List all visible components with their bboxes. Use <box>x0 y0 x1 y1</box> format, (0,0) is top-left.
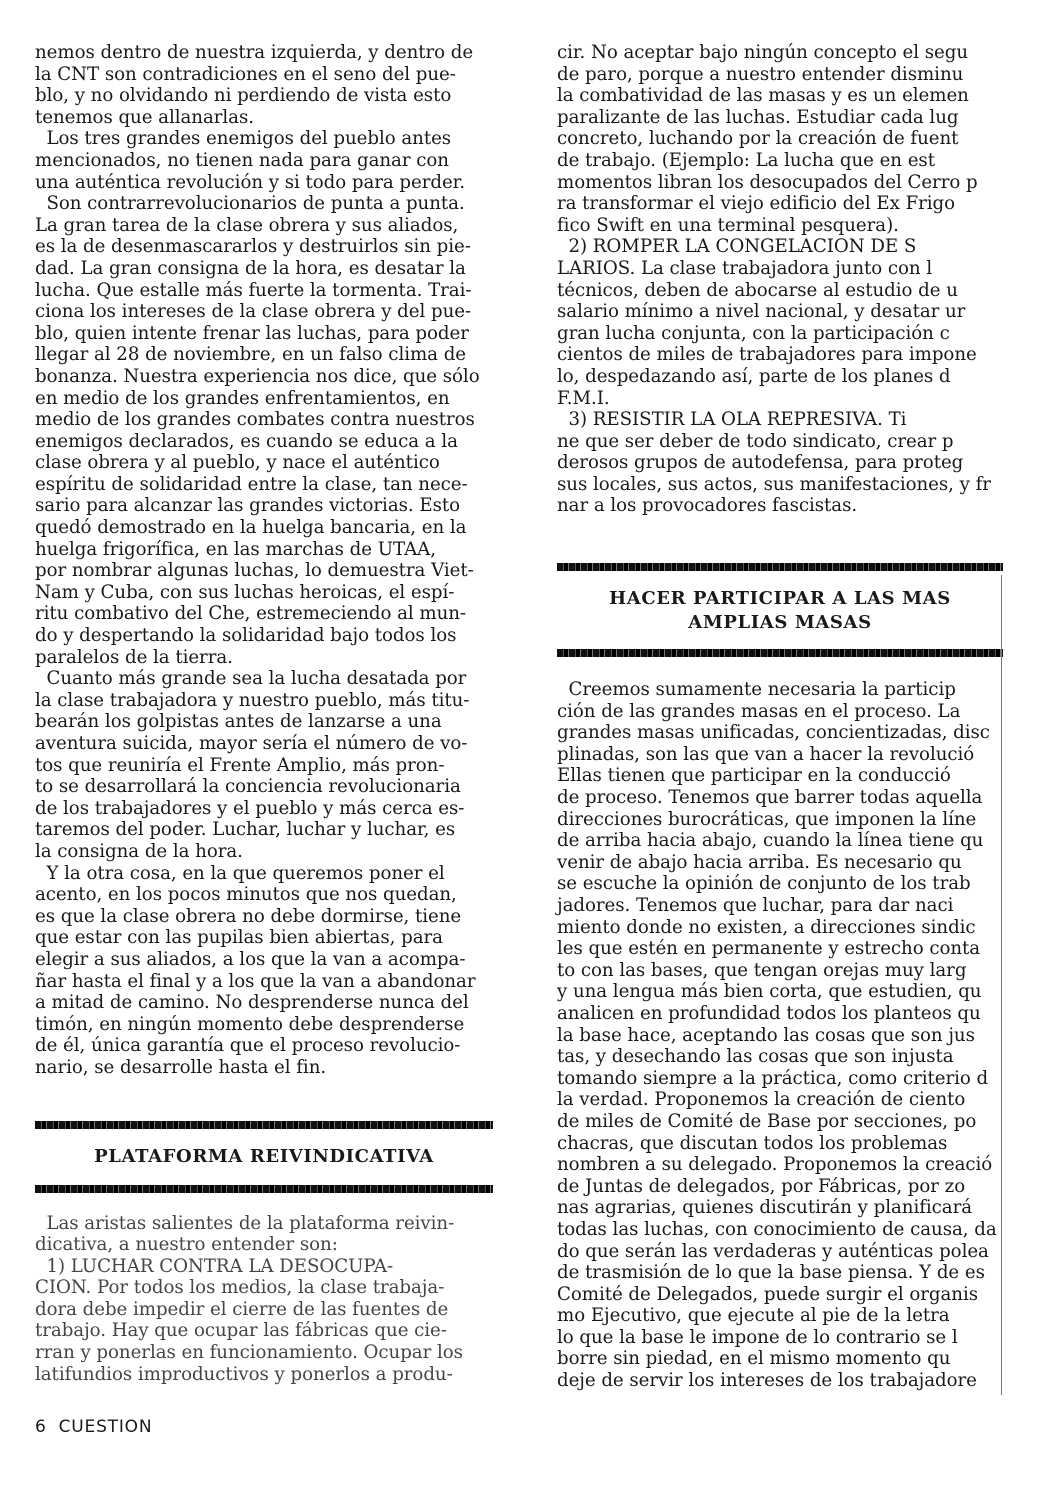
text-line: momentos libran los desocupados del Cerro p <box>557 171 978 193</box>
text-line: aventura suicida, mayor sería el número de vo- <box>35 733 468 754</box>
text-line: fico Swift en una terminal pesquera). <box>557 214 899 236</box>
text-line: La gran tarea de la clase obrera y sus aliados, <box>35 214 459 236</box>
text-line: tos que reuniría el Frente Amplio, más pron- <box>35 754 445 776</box>
text-line: grandes masas unificadas, concientizadas, disc <box>557 722 990 744</box>
text-line: ra transformar el viejo edificio del Ex Frigo <box>557 193 956 215</box>
text-line: salario mínimo a nivel nacional, y desatar ur <box>557 301 966 323</box>
text-line: ción de las grandes masas en el proceso. La <box>557 700 961 722</box>
text-line: en medio de los grandes enfrentamientos, en <box>35 387 450 409</box>
text-line: tenemos que allanarlas. <box>35 106 254 128</box>
text-line: 1) LUCHAR CONTRA LA DESOCUPA- <box>35 1255 394 1277</box>
text-line: do y despertando la solidaridad bajo todos los <box>35 625 457 647</box>
text-line: llegar al 28 de noviembre, en un falso clima de <box>35 344 467 366</box>
text-line: a mitad de camino. No desprenderse nunca del <box>35 992 469 1014</box>
text-line: tomando siempre a la práctica, como criterio d <box>557 1067 989 1089</box>
text-line: trabajo. Hay que ocupar las fábricas que cie- <box>35 1320 447 1342</box>
text-line: la combatividad de las masas y es un elemen <box>557 85 969 107</box>
section-rule-top <box>35 1121 493 1129</box>
text-line: venir de abajo hacia arriba. Es necesario qu <box>557 851 962 873</box>
text-line: Ellas tienen que participar en la conducció <box>557 765 951 787</box>
text-line: 3) RESISTIR LA OLA REPRESIVA. Ti <box>557 409 907 431</box>
text-line: dora debe impedir el cierre de las fuentes de <box>35 1298 449 1320</box>
text-line: acento, en los pocos minutos que nos quedan, <box>35 884 457 906</box>
text-line: mencionados, no tienen nada para ganar con <box>35 149 449 171</box>
text-line: por nombrar algunas luchas, lo demuestra Viet- <box>35 560 474 582</box>
text-line: do que serán las verdaderas y auténticas polea <box>557 1240 989 1262</box>
text-line: cientos de miles de trabajadores para impone <box>557 344 977 366</box>
text-line: sario para alcanzar las grandes victorias. Esto <box>35 495 461 517</box>
text-line: la clase trabajadora y nuestro pueblo, más titu- <box>35 689 470 711</box>
right-text-top <box>557 42 1003 517</box>
left-column <box>35 42 493 1385</box>
text-line: paralizante de las luchas. Estudiar cada lug <box>557 106 959 128</box>
text-line: lo que la base le impone de lo contrario se l <box>557 1326 958 1348</box>
text-line: medio de los grandes combates contra nuestros <box>35 409 475 431</box>
text-line: Las aristas salientes de la plataforma reivin- <box>35 1212 455 1234</box>
magazine-name: CUESTION <box>58 1417 153 1437</box>
text-line: todas las luchas, con conocimiento de causa, da <box>557 1218 997 1240</box>
text-line: chacras, que discutan todos los problemas <box>557 1132 948 1154</box>
text-line: paralelos de la tierra. <box>35 646 233 668</box>
text-line: de trasmisión de lo que la base piensa. Y de es <box>557 1262 985 1284</box>
text-line: clase obrera y al pueblo, y nace el auténtico <box>35 452 440 474</box>
text-line: nombren a su delegado. Proponemos la creació <box>557 1154 993 1176</box>
page-number: 6 <box>35 1417 47 1437</box>
text-line: elegir a sus aliados, a los que la van a acompa- <box>35 948 466 970</box>
right-column <box>557 42 1003 1392</box>
text-line: Creemos sumamente necesaria la particip <box>557 679 956 701</box>
text-line: CION. Por todos los medios, la clase trabaja- <box>35 1277 445 1299</box>
section-rule-top-right <box>557 563 1003 571</box>
text-line: nario, se desarrolle hasta el fin. <box>35 1056 327 1078</box>
text-line: 2) ROMPER LA CONGELACION DE S <box>557 236 917 258</box>
text-line: una auténtica revolución y si todo para perder. <box>35 171 466 193</box>
text-line: direcciones burocráticas, que imponen la líne <box>557 808 977 830</box>
section-title-hacer-participar <box>557 587 1003 635</box>
text-line: cir. No aceptar bajo ningún concepto el segu <box>557 42 969 63</box>
text-line: ritu combativo del Che, estremeciendo al mun- <box>35 603 467 625</box>
text-line: F.M.I. <box>557 387 610 409</box>
text-line: Nam y Cuba, con sus luchas heroicas, el espí- <box>35 581 455 603</box>
left-text-top <box>35 42 493 1079</box>
text-line: timón, en ningún momento debe desprenderse <box>35 1013 465 1035</box>
text-line: la CNT son contradiciones en el seno del pue- <box>35 63 456 85</box>
text-line: la base hace, aceptando las cosas que son jus <box>557 1024 975 1046</box>
text-line: de trabajo. (Ejemplo: La lucha que en est <box>557 149 935 171</box>
text-line: LARIOS. La clase trabajadora junto con l <box>557 257 933 279</box>
text-line: ne que ser deber de todo sindicato, crear p <box>557 430 954 452</box>
page-footer <box>35 1417 164 1437</box>
text-line: se escuche la opinión de conjunto de los trab <box>557 873 971 895</box>
text-line: Comité de Delegados, puede surgir el organis <box>557 1283 979 1305</box>
text-line: taremos del poder. Luchar, luchar y luchar, es <box>35 819 456 841</box>
text-line: Son contrarrevolucionarios de punta a punta. <box>35 193 465 215</box>
text-line: que estar con las pupilas bien abiertas, para <box>35 927 443 949</box>
text-line: y una lengua más bien corta, que estudien, qu <box>557 981 982 1003</box>
text-line: concreto, luchando por la creación de fuent <box>557 128 959 150</box>
text-line: blo, quien intente frenar las luchas, para poder <box>35 322 469 344</box>
text-line: sus locales, sus actos, sus manifestaciones, y fr <box>557 473 991 495</box>
text-line: Cuanto más grande sea la lucha desatada por <box>35 668 467 690</box>
section-title-line2: AMPLIAS MASAS <box>688 612 872 634</box>
text-line: la consigna de la hora. <box>35 840 243 862</box>
text-line: huelga frigorífica, en las marchas de UTAA, <box>35 538 436 560</box>
text-line: miento donde no existen, a direcciones sindic <box>557 916 976 938</box>
text-line: quedó demostrado en la huelga bancaria, en la <box>35 517 467 539</box>
text-line: nemos dentro de nuestra izquierda, y dentro de <box>35 42 474 63</box>
left-text-bottom <box>35 1213 493 1386</box>
text-line: to con las bases, que tengan orejas muy larg <box>557 959 967 981</box>
text-line: de arriba hacia abajo, cuando la línea tiene qu <box>557 830 984 852</box>
section-rule-bottom <box>35 1185 493 1193</box>
text-line: lo, despedazando así, parte de los planes d <box>557 365 951 387</box>
text-line: enemigos declarados, es cuando se educa a la <box>35 430 458 452</box>
column-rule <box>1001 575 1002 1395</box>
text-line: de paro, porque a nuestro entender disminu <box>557 63 964 85</box>
text-line: nar a los provocadores fascistas. <box>557 495 858 517</box>
text-line: Y la otra cosa, en la que queremos poner el <box>35 862 445 884</box>
text-line: bonanza. Nuestra experiencia nos dice, que sólo <box>35 365 480 387</box>
text-line: de él, única garantía que el proceso revolucio- <box>35 1035 461 1057</box>
text-line: lucha. Que estalle más fuerte la tormenta. Trai- <box>35 279 472 301</box>
text-line: de los trabajadores y el pueblo y más cerca es- <box>35 797 465 819</box>
section-title-plataforma: PLATAFORMA REIVINDICATIVA <box>94 1145 434 1167</box>
text-line: espíritu de solidaridad entre la clase, tan nece- <box>35 473 468 495</box>
right-text-bottom <box>557 679 1003 1392</box>
text-line: es la de desenmascararlos y destruirlos sin pie- <box>35 236 471 258</box>
text-line: dad. La gran consigna de la hora, es desatar la <box>35 257 466 279</box>
text-line: de miles de Comité de Base por secciones, po <box>557 1110 977 1132</box>
section-rule-bottom-right <box>557 649 1003 657</box>
section-title-line1: HACER PARTICIPAR A LAS MAS <box>609 588 951 610</box>
text-line: ñar hasta el final y a los que la van a abandonar <box>35 970 476 992</box>
text-line: to se desarrollará la conciencia revolucionaria <box>35 776 461 798</box>
text-line: de proceso. Tenemos que barrer todas aquella <box>557 787 983 809</box>
text-line: gran lucha conjunta, con la participación c <box>557 322 950 344</box>
text-line: borre sin piedad, en el mismo momento qu <box>557 1348 951 1370</box>
text-line: derosos grupos de autodefensa, para proteg <box>557 452 964 474</box>
text-line: técnicos, deben de abocarse al estudio de u <box>557 279 958 301</box>
text-line: nas agrarias, quienes discutirán y planificará <box>557 1197 973 1219</box>
text-line: deje de servir los intereses de los trabajadore <box>557 1370 977 1392</box>
text-line: ciona los intereses de la clase obrera y del pue- <box>35 301 472 323</box>
text-line: es que la clase obrera no debe dormirse, tiene <box>35 905 462 927</box>
text-line: mo Ejecutivo, que ejecute al pie de la letra <box>557 1305 950 1327</box>
text-line: tas, y desechando las cosas que son injusta <box>557 1046 954 1068</box>
text-line: rran y ponerlas en funcionamiento. Ocupar los <box>35 1342 463 1364</box>
text-line: analicen en profundidad todos los planteos qu <box>557 1002 981 1024</box>
text-line: dicativa, a nuestro entender son: <box>35 1234 338 1256</box>
text-line: Los tres grandes enemigos del pueblo antes <box>35 128 452 150</box>
text-line: latifundios improductivos y ponerlos a produ- <box>35 1363 453 1385</box>
text-line: bearán los golpistas antes de lanzarse a una <box>35 711 442 733</box>
text-line: la verdad. Proponemos la creación de ciento <box>557 1089 966 1111</box>
text-line: de Juntas de delegados, por Fábricas, por zo <box>557 1175 966 1197</box>
text-line: les que estén en permanente y estrecho conta <box>557 938 981 960</box>
text-line: blo, y no olvidando ni perdiendo de vista esto <box>35 85 452 107</box>
text-line: plinadas, son las que van a hacer la revolució <box>557 743 975 765</box>
text-line: jadores. Tenemos que luchar, para dar naci <box>557 895 954 916</box>
